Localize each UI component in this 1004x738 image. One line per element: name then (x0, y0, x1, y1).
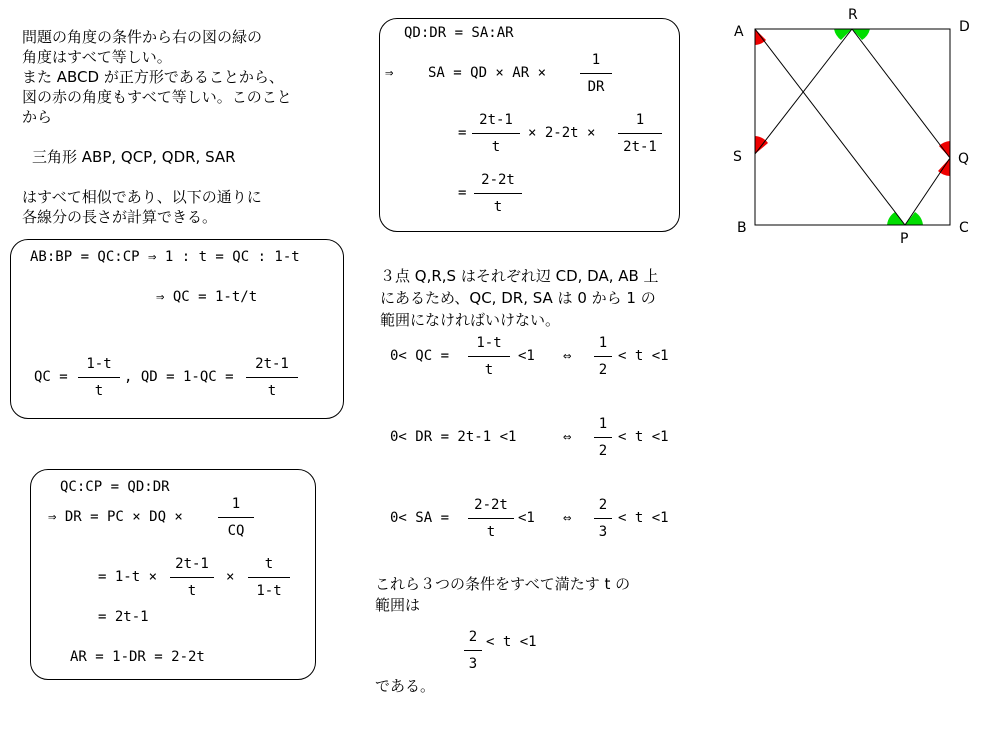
ratio-line: QC:CP = QD:DR (60, 479, 170, 495)
iff: ⇔ (563, 429, 572, 445)
ratio-line: QD:DR = SA:AR (404, 25, 514, 41)
fraction: 2 3 (464, 627, 482, 674)
square-abcd (755, 29, 950, 225)
arrow: ⇒ (385, 65, 394, 81)
dr-line: ⇒ DR = PC × DQ × (48, 509, 183, 525)
fraction: 1 2t-1 (618, 110, 662, 157)
green-angle-r-left (834, 29, 852, 40)
iff: ⇔ (563, 510, 572, 526)
fraction: 1 CQ (218, 494, 254, 541)
cond-intro-line: ３点 Q,R,S はそれぞれ辺 CD, DA, AB 上 (380, 267, 659, 285)
line-qr (852, 29, 950, 158)
fraction: 2t-1 t (472, 110, 520, 157)
sa-line: SA = QD × AR × (428, 65, 547, 81)
fraction: t 1-t (248, 554, 290, 601)
square-figure (725, 0, 985, 245)
fraction: 2-2t t (468, 495, 514, 542)
range: < t <1 (618, 429, 669, 445)
label-s: S (733, 149, 742, 165)
cond-qc: 0< QC = (390, 348, 450, 364)
fraction: 2t-1 t (170, 554, 214, 601)
label-q: Q (958, 151, 970, 167)
equals: = (458, 185, 467, 201)
label-b: B (737, 220, 747, 236)
conclusion-line: 範囲は (375, 596, 421, 614)
cond-sa: 0< SA = (390, 510, 450, 526)
conclusion-line: これら３つの条件をすべて満たす t の (375, 575, 631, 593)
label-p: P (900, 231, 909, 245)
equals: = (458, 125, 467, 141)
label-d: D (959, 19, 970, 35)
sa-line: × 2-2t × (528, 125, 596, 141)
green-angle-p-right (905, 212, 923, 225)
dr-line: = 1-t × (98, 569, 158, 585)
intro-line: 問題の角度の条件から右の図の緑の (22, 28, 263, 46)
fraction: 1-t t (468, 333, 510, 380)
intro-line: はすべて相似であり、以下の通りに (22, 188, 262, 206)
range: < t <1 (618, 348, 669, 364)
dr-line: = 2t-1 (98, 609, 149, 625)
cond-intro-line: 範囲になければいけない。 (380, 311, 561, 329)
times-sign: × (226, 569, 235, 585)
fraction: 1 DR (580, 50, 612, 97)
intro-line: 角度はすべて等しい。 (22, 48, 172, 66)
range: < t <1 (618, 510, 669, 526)
intro-line: から (22, 108, 53, 126)
line-pq (905, 158, 950, 225)
fraction: 1-t t (78, 354, 120, 401)
label-c: C (959, 220, 969, 236)
conclusion-end: である。 (375, 677, 436, 695)
iff: ⇔ (563, 348, 572, 364)
label-r: R (848, 7, 858, 23)
intro-line: 各線分の長さが計算できる。 (22, 208, 218, 226)
qd-label: , QD = 1-QC = (124, 369, 234, 385)
line-ap (755, 29, 905, 225)
ar-line: AR = 1-DR = 2-2t (70, 649, 205, 665)
intro-line: 図の赤の角度もすべて等しい。このこと (22, 88, 292, 106)
intro-line: また ABCD が正方形であることから、 (22, 68, 284, 86)
fraction: 2 3 (594, 495, 612, 542)
label-a: A (734, 24, 744, 40)
qc-line: ⇒ QC = 1-t/t (156, 289, 258, 305)
qc-label: QC = (34, 369, 68, 385)
lt-one: <1 (518, 348, 535, 364)
fraction: 1 2 (594, 333, 612, 380)
triangles-line: 三角形 ABP, QCP, QDR, SAR (32, 148, 236, 166)
fraction: 2-2t t (474, 170, 522, 217)
final-range: < t <1 (486, 634, 537, 650)
ratio-line: AB:BP = QC:CP ⇒ 1 : t = QC : 1-t (30, 249, 300, 265)
green-angle-r-right (852, 29, 870, 40)
fraction: 1 2 (594, 414, 612, 461)
cond-dr: 0< DR = 2t-1 <1 (390, 429, 517, 445)
fraction: 2t-1 t (246, 354, 298, 401)
lt-one: <1 (518, 510, 535, 526)
cond-intro-line: にあるため、QC, DR, SA は 0 から 1 の (380, 289, 656, 307)
